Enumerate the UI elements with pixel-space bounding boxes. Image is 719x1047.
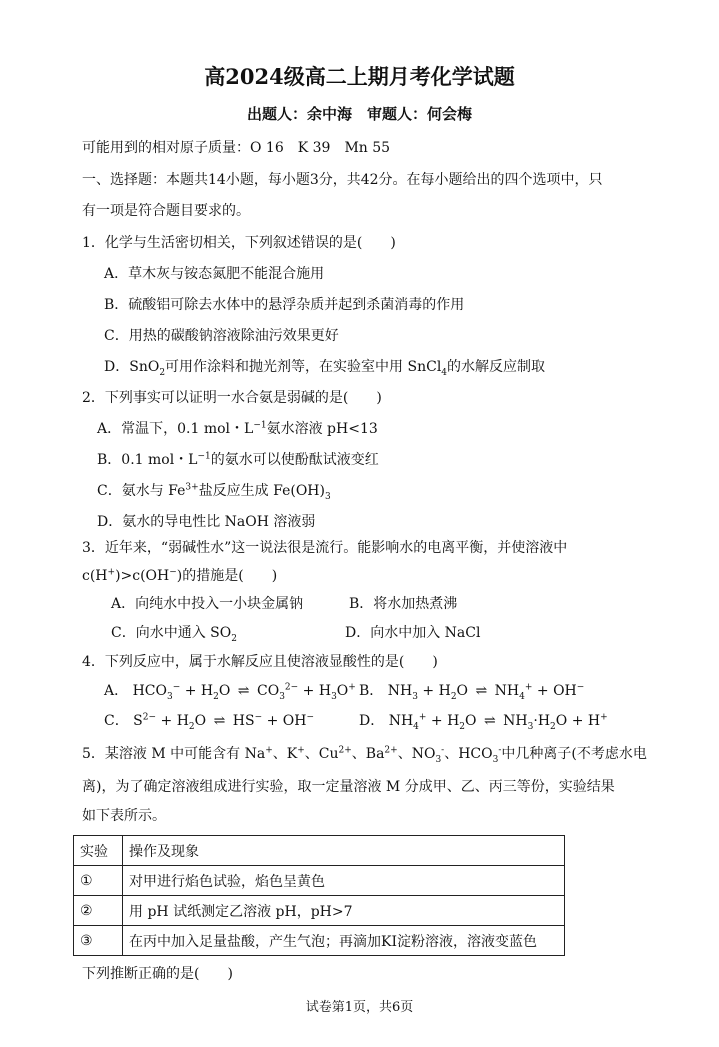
q1-d-text-end: 的水解反应制取 <box>447 359 546 375</box>
plus-sign: + <box>536 683 549 699</box>
q4-a-p2-b: O <box>336 683 349 699</box>
q3-option-b: B．将水加热煮沸 <box>349 596 458 612</box>
q4-d-p1: NH <box>503 713 528 729</box>
q4-option-c <box>104 713 314 730</box>
q3-stem2-sup1: + <box>107 567 116 578</box>
q4-d-p2: H <box>587 713 601 729</box>
q2-b-text-end: 的氨水可以使酚酞试液变红 <box>210 452 379 468</box>
q2-a-text-end: 氨水溶液 pH<13 <box>266 421 378 437</box>
q4-a-p2: H <box>318 683 332 699</box>
q5-s5: - <box>441 745 445 756</box>
q4-d-p1-b: H <box>537 713 551 729</box>
q5-l1-e: 、NO <box>397 746 436 762</box>
q4-c-label: C． <box>104 713 129 729</box>
q4-a-p1-sub: 3 <box>279 691 285 702</box>
q1-d-text-mid: 可用作涂料和抛光剂等，在实验室中用 SnCl <box>165 359 442 375</box>
q3-option-d: D．向水中加入 NaCl <box>345 625 481 641</box>
q4-a-r2-b: O <box>218 683 231 699</box>
q5-s3: 2+ <box>338 745 352 756</box>
q4-d-r2-b: O <box>465 713 477 729</box>
q4-a-p2-sub: 3 <box>331 691 337 702</box>
q3-stem2-c: )的措施是( ) <box>176 568 278 584</box>
q5-s2: + <box>297 745 305 756</box>
q2-option-b <box>97 452 379 469</box>
plus-sign: + <box>184 683 197 699</box>
q5-stem-line3: 如下表所示。 <box>82 808 166 824</box>
q4-b-p2: OH <box>553 683 577 699</box>
q4-a-p2-sup: + <box>348 682 356 693</box>
q5-l1-d: 、Ba <box>351 746 385 762</box>
q4-b-p1: NH <box>494 683 520 699</box>
q5-l1-b: 、K <box>272 746 298 762</box>
q5-l1-f: 、HCO <box>444 746 493 762</box>
table-cell: ③ <box>74 926 123 956</box>
equilibrium-arrow-icon: ⇌ <box>475 683 488 699</box>
q2-c-sub: 3 <box>324 491 331 502</box>
table-row <box>74 896 565 926</box>
plus-sign: + <box>302 683 315 699</box>
table-cell: 对甲进行焰色试验，焰色呈黄色 <box>123 866 565 896</box>
table-row <box>74 926 565 956</box>
q1-option-a: A．草木灰与铵态氮肥不能混合施用 <box>104 266 325 282</box>
q1-option-c: C．用热的碳酸钠溶液除油污效果更好 <box>104 328 339 344</box>
q4-c-r1: S <box>133 713 143 729</box>
q3-c-text: C．向水中通入 SO <box>111 625 232 641</box>
q4-a-r2-sub: 2 <box>213 691 219 702</box>
plus-sign: + <box>571 713 584 729</box>
q4-d-r1-sub: 4 <box>413 721 419 732</box>
q4-d-p1-sub: 3 <box>527 721 534 732</box>
q4-a-r1-sub: 3 <box>166 691 173 702</box>
q4-b-label: B． <box>359 683 384 699</box>
q4-a-r1: HCO <box>132 683 167 699</box>
q4-a-r1-sup: − <box>172 682 181 693</box>
q2-stem: 2．下列事实可以证明一水合氨是弱碱的是( ) <box>82 390 382 406</box>
plus-sign: + <box>160 713 173 729</box>
plus-sign: + <box>422 683 435 699</box>
page-title: 高2024级高二上期月考化学试题 <box>204 64 515 89</box>
table-cell: ① <box>74 866 123 896</box>
q4-c-r2-sub: 2 <box>188 721 195 732</box>
q4-c-r1-sup: 2− <box>142 712 157 723</box>
q4-a-p1: CO <box>256 683 280 699</box>
q1-d-sub2: 4 <box>441 367 448 378</box>
q4-b-r2: H <box>438 683 451 699</box>
q1-option-d <box>104 359 545 376</box>
q3-stem-line1: 3．近年来，“弱碱性水”这一说法很是流行。能影响水的电离平衡，并使溶液中 <box>82 540 568 556</box>
q4-b-p1-sub: 4 <box>519 691 525 702</box>
q1-d-text: D．SnO <box>104 359 160 375</box>
q4-c-r2-b: O <box>194 713 207 729</box>
q4-c-p2: OH <box>282 713 307 729</box>
q1-option-b: B．硫酸铝可除去水体中的悬浮杂质并起到杀菌消毒的作用 <box>104 297 465 313</box>
q5-after-table: 下列推断正确的是( ) <box>82 966 233 982</box>
table-header-cell: 操作及现象 <box>123 836 565 866</box>
q4-d-r2: H <box>447 713 460 729</box>
q2-option-a <box>97 421 378 438</box>
q2-option-c <box>97 483 331 500</box>
q1-d-sub: 2 <box>159 367 166 378</box>
q4-d-r1-sup: + <box>418 712 427 723</box>
q4-a-p1-sup: 2− <box>284 682 299 693</box>
q4-d-dot: · <box>533 713 538 729</box>
q2-b-text: B．0.1 mol・L <box>97 452 198 468</box>
q4-c-p2-sup: − <box>306 712 314 723</box>
q3-option-c <box>111 625 237 642</box>
q4-d-r2-sub: 2 <box>459 721 466 732</box>
q4-d-label: D． <box>359 713 385 729</box>
experiment-table <box>73 835 565 956</box>
q1-stem: 1．化学与生活密切相关，下列叙述错误的是( ) <box>82 235 396 251</box>
q3-stem-line2 <box>82 568 277 585</box>
q4-option-b <box>359 683 584 700</box>
q4-a-label: A． <box>104 683 129 699</box>
q5-s6: - <box>498 745 502 756</box>
table-header-row <box>74 836 565 866</box>
q4-b-r1-sub: 3 <box>412 691 418 702</box>
table-cell: 在丙中加入足量盐酸，产生气泡；再滴加KI淀粉溶液，溶液变蓝色 <box>123 926 565 956</box>
q2-a-text: A．常温下，0.1 mol・L <box>97 421 254 437</box>
table-cell: 用 pH 试纸测定乙溶液 pH，pH>7 <box>123 896 565 926</box>
q4-d-p2-sup: + <box>600 712 608 723</box>
section1-intro-line2: 有一项是符合题目要求的。 <box>82 203 250 219</box>
plus-sign: + <box>430 713 443 729</box>
q3-option-a: A．向纯水中投入一小块金属钠 <box>111 596 304 612</box>
table-header-cell: 实验 <box>74 836 123 866</box>
q2-option-d: D．氨水的导电性比 NaOH 溶液弱 <box>97 514 316 530</box>
q5-stem-line1 <box>82 746 647 763</box>
q4-b-r2-b: O <box>456 683 469 699</box>
q2-c-text-mid: 盐反应生成 Fe(OH) <box>198 483 325 499</box>
q5-l1-g: 中几种离子(不考虑水电 <box>501 746 647 762</box>
q4-option-d <box>359 713 608 730</box>
q2-a-sup: −1 <box>253 420 267 431</box>
q2-b-sup: −1 <box>197 451 211 462</box>
q4-b-p2-sup: − <box>576 682 585 693</box>
q4-d-r1: NH <box>388 713 414 729</box>
page-footer: 试卷第1页，共6页 <box>305 1000 414 1015</box>
q5-sub6: 3 <box>492 754 499 765</box>
q5-s1: + <box>265 745 273 756</box>
plus-sign: + <box>266 713 279 729</box>
authors-line: 出题人：余中海 审题人：何会梅 <box>246 105 472 123</box>
q5-stem-line2: 离)，为了确定溶液组成进行实验，取一定量溶液 M 分成甲、乙、丙三等份，实验结果 <box>82 779 615 795</box>
q5-l1-a: 5．某溶液 M 中可能含有 Na <box>82 746 266 762</box>
q4-b-r2-sub: 2 <box>450 691 457 702</box>
q2-c-sup: 3+ <box>185 482 199 493</box>
equilibrium-arrow-icon: ⇌ <box>483 713 496 729</box>
q4-d-p1-b-sub: 2 <box>550 721 556 732</box>
table-row <box>74 866 565 896</box>
q4-stem: 4．下列反应中，属于水解反应且使溶液显酸性的是( ) <box>82 654 438 670</box>
q4-c-r2: H <box>176 713 189 729</box>
q4-d-p1-c: O <box>555 713 568 729</box>
q4-b-r1: NH <box>387 683 413 699</box>
equilibrium-arrow-icon: ⇌ <box>213 713 226 729</box>
atomic-masses: 可能用到的相对原子质量：O 16 K 39 Mn 55 <box>82 140 391 156</box>
q2-c-text: C．氨水与 Fe <box>97 483 186 499</box>
q5-s4: 2+ <box>384 745 398 756</box>
q5-l1-c: 、Cu <box>304 746 339 762</box>
q4-b-p1-sup: + <box>524 682 533 693</box>
q4-option-a <box>104 683 356 700</box>
q4-c-p1-sup: − <box>254 712 263 723</box>
q3-stem2-b: )>c(OH <box>115 568 170 584</box>
q3-stem2-sup2: − <box>169 567 177 578</box>
table-cell: ② <box>74 896 123 926</box>
section1-intro-line1: 一、选择题：本题共14小题，每小题3分，共42分。在每小题给出的四个选项中，只 <box>82 172 603 188</box>
q3-stem2-a: c(H <box>82 568 108 584</box>
equilibrium-arrow-icon: ⇌ <box>237 683 250 699</box>
q5-sub5: 3 <box>435 754 442 765</box>
q4-a-r2: H <box>200 683 214 699</box>
q3-c-sub: 2 <box>231 633 237 644</box>
q4-c-p1: HS <box>232 713 255 729</box>
